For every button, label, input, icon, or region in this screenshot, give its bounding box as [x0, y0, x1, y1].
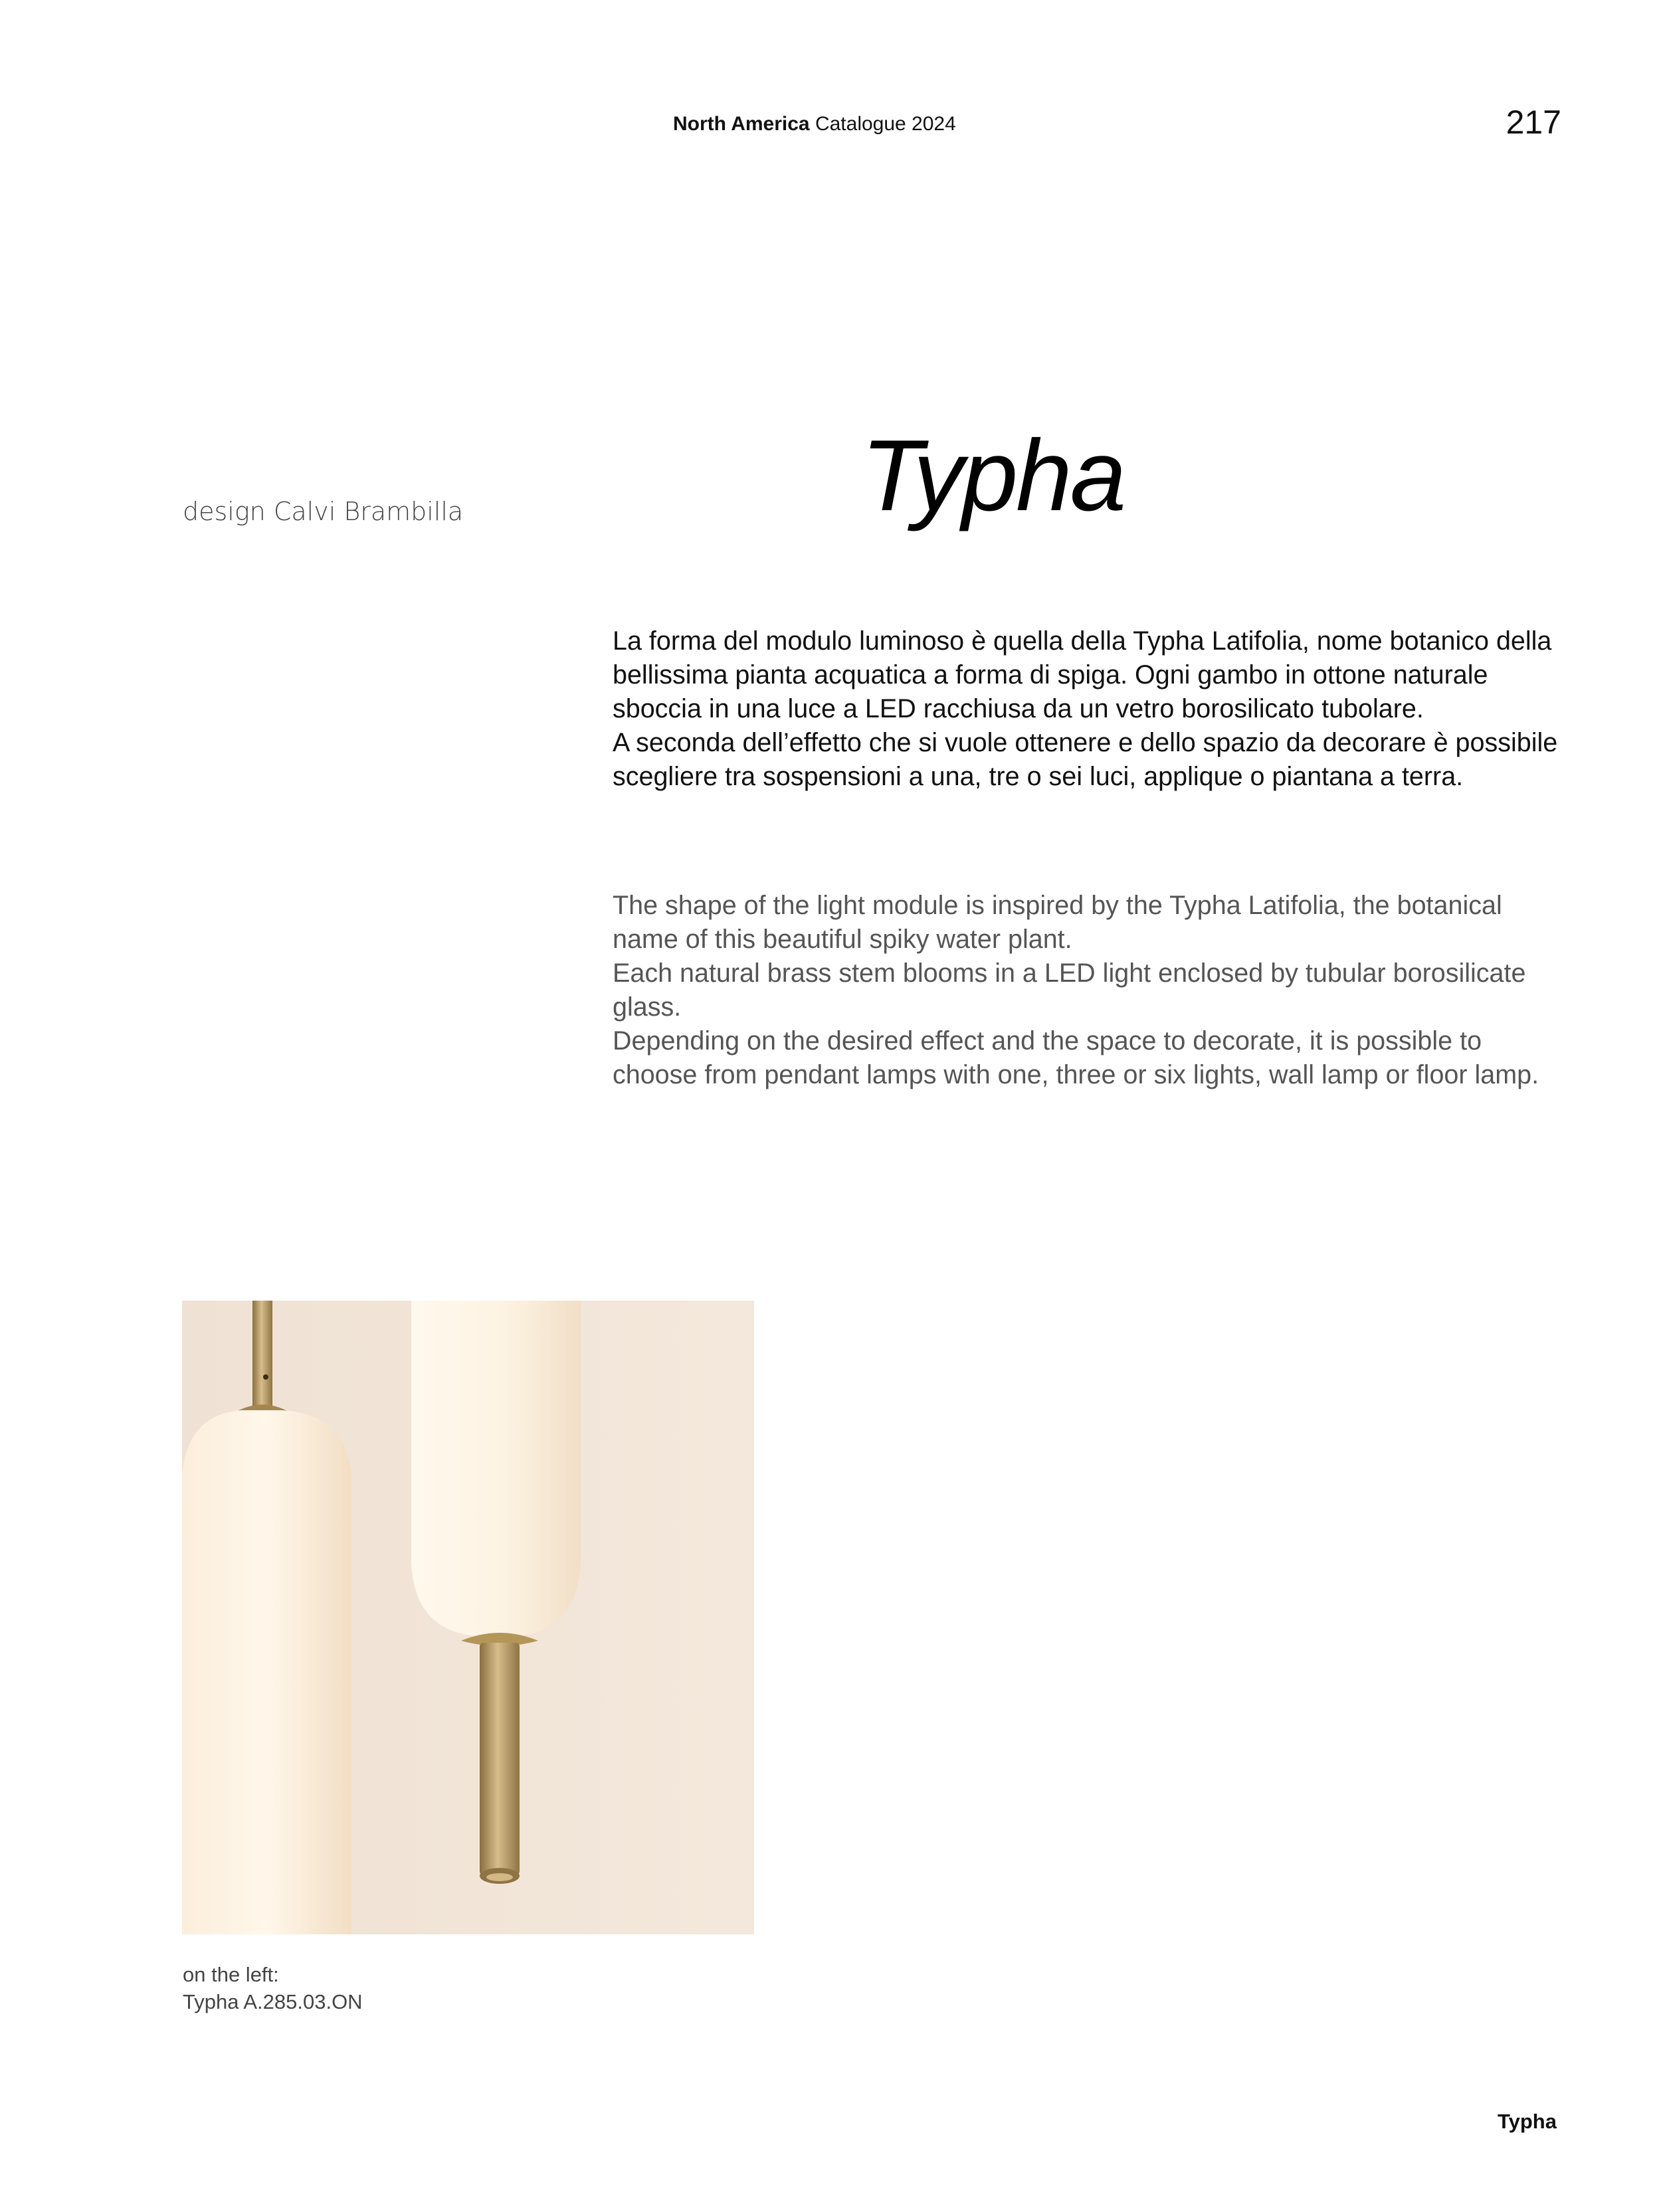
right-glass-tube	[411, 1301, 581, 1636]
footer-section-label: Typha	[1498, 2110, 1557, 2133]
right-brass-stem	[480, 1643, 520, 1875]
left-brass-stem	[252, 1301, 272, 1406]
page-number: 217	[1506, 104, 1561, 141]
english-paragraph: Depending on the desired effect and the space to decorate, it is possible to choose from pendant lamps with one, three or six lights, wall lamp or floor lamp.	[613, 1026, 1539, 1089]
header-catalogue: Catalogue 2024	[815, 113, 956, 135]
catalogue-header	[673, 113, 956, 136]
caption-product-code: Typha A.285.03.ON	[183, 1990, 363, 2013]
caption-line: on the left:	[183, 1963, 279, 1986]
designer-credit: design Calvi Brambilla	[183, 497, 464, 526]
italian-description	[613, 624, 1569, 794]
italian-paragraph: A seconda dell’effetto che si vuole ottenere e dello spazio da decorare è possibile scegliere tra sospensioni a una, tre o sei luci, applique o piantana a terra.	[613, 728, 1558, 791]
english-paragraph: The shape of the light module is inspired by the Typha Latifolia, the botanical name of this beautiful spiky water plant.	[613, 891, 1502, 954]
product-photo	[182, 1301, 754, 1934]
english-description	[613, 889, 1569, 1092]
left-glass-tube	[182, 1410, 351, 1934]
header-brand: North America	[673, 113, 810, 135]
english-paragraph: Each natural brass stem blooms in a LED light enclosed by tubular borosilicate glass.	[613, 959, 1526, 1022]
product-title: Typha	[861, 419, 1125, 532]
lamp-illustration	[182, 1301, 754, 1934]
photo-caption	[183, 1961, 363, 2015]
italian-paragraph: La forma del modulo luminoso è quella della Typha Latifolia, nome botanico della bellissima pianta acquatica a forma di spiga. Ogni gambo in ottone naturale sboccia in una luce a LED racchiusa da un vetro borosilicato tubolare.	[613, 626, 1552, 723]
